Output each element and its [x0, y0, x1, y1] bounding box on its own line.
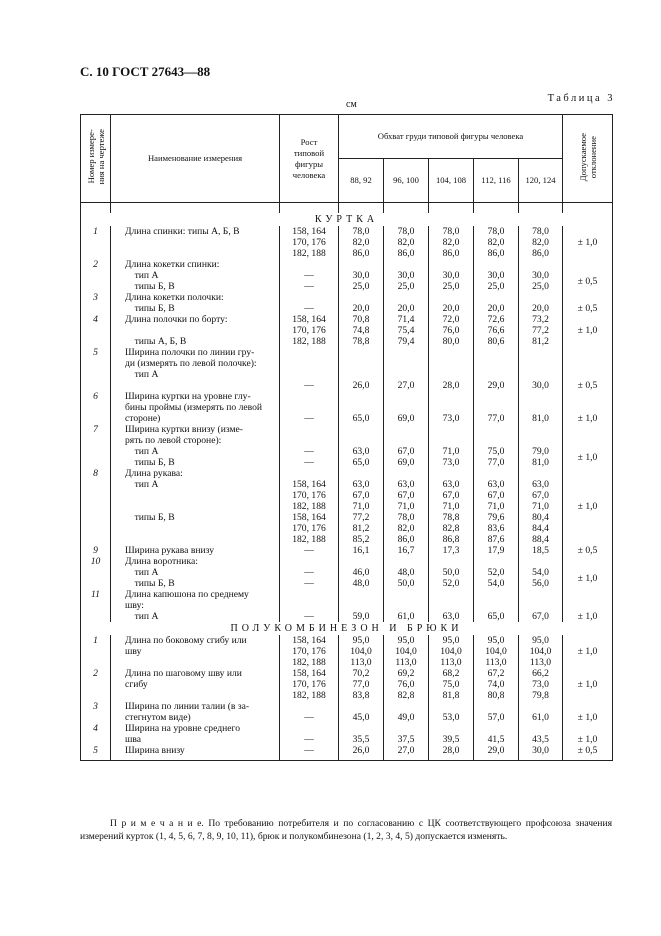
row-value: 78,0 82,0 86,0 — [339, 226, 384, 259]
row-value: 67,2 74,0 80,8 — [474, 668, 519, 701]
row-height: — — [280, 745, 339, 756]
row-value: 95,0 104,0 113,0 — [339, 635, 384, 668]
row-value: 63,0 67,0 71,0 78,8 82,8 86,8 — [429, 468, 474, 545]
table-row — [81, 545, 613, 556]
row-value: 78,0 82,0 86,0 — [429, 226, 474, 259]
row-value: 27,0 — [384, 745, 429, 756]
row-value: 26,0 — [339, 347, 384, 391]
row-value: 43,5 — [519, 723, 563, 745]
table-row — [81, 347, 613, 391]
table-body — [81, 203, 613, 761]
row-number: 8 — [81, 468, 111, 545]
table-row — [81, 556, 613, 589]
row-height: 158, 164 170, 176 182, 188 — [280, 635, 339, 668]
row-value: 18,5 — [519, 545, 563, 556]
row-value: 53,0 — [429, 701, 474, 723]
header-chest-col: 104, 108 — [429, 159, 474, 203]
table-row — [81, 468, 613, 545]
row-number: 5 — [81, 745, 111, 756]
row-height: 158, 164 170, 176 182, 188 — [280, 668, 339, 701]
section-title: ПОЛУКОМБИНЕЗОН И БРЮКИ — [81, 622, 613, 635]
row-height: — — [280, 701, 339, 723]
header-chest: Обхват груди типовой фигуры человека — [339, 115, 563, 159]
header-chest-col: 112, 116 — [474, 159, 519, 203]
row-value: 46,0 48,0 — [339, 556, 384, 589]
row-tolerance: ± 1,0 — [563, 468, 613, 545]
measurements-table — [80, 114, 613, 761]
row-tolerance: ± 1,0 — [563, 391, 613, 424]
row-value: 30,0 25,0 — [429, 259, 474, 292]
table-row — [81, 259, 613, 292]
row-value: 78,0 82,0 86,0 — [474, 226, 519, 259]
row-name: Ширина полочки по линии гру- ди (измерять по левой полочке): тип А — [111, 347, 280, 391]
row-value: 20,0 — [474, 292, 519, 314]
row-height: — — — [280, 424, 339, 468]
table-row — [81, 391, 613, 424]
header-chest-col: 120, 124 — [519, 159, 563, 203]
section-row — [81, 622, 613, 635]
row-height: — — — [280, 556, 339, 589]
page-header: С. 10 ГОСТ 27643—88 — [80, 64, 211, 79]
header-chest-col: 88, 92 — [339, 159, 384, 203]
table-row — [81, 424, 613, 468]
row-value: 73,0 — [429, 391, 474, 424]
row-value: 20,0 — [339, 292, 384, 314]
row-name: Длина воротника: тип А типы Б, В — [111, 556, 280, 589]
row-value: 20,0 — [519, 292, 563, 314]
row-value: 95,0 104,0 113,0 — [474, 635, 519, 668]
row-tolerance: ± 1,0 — [563, 314, 613, 347]
row-name: Ширина по линии талии (в за- стегнутом виде) — [111, 701, 280, 723]
row-number: 10 — [81, 556, 111, 589]
row-value: 78,0 82,0 86,0 — [384, 226, 429, 259]
row-value: 95,0 104,0 113,0 — [519, 635, 563, 668]
header-tolerance: Допускаемое отклонение — [563, 115, 613, 203]
table-row — [81, 701, 613, 723]
row-value: 73,2 77,2 81,2 — [519, 314, 563, 347]
row-tolerance: ± 0,5 — [563, 292, 613, 314]
row-value: 20,0 — [429, 292, 474, 314]
row-value: 29,0 — [474, 347, 519, 391]
header-chest-col: 96, 100 — [384, 159, 429, 203]
row-name: Длина капюшона по среднему шву: тип А — [111, 589, 280, 622]
row-name: Ширина куртки на уровне глу- бины проймы (измерять по левой стороне) — [111, 391, 280, 424]
row-tolerance: ± 0,5 — [563, 545, 613, 556]
table-row — [81, 292, 613, 314]
row-value: 68,2 75,0 81,8 — [429, 668, 474, 701]
row-number: 9 — [81, 545, 111, 556]
row-value: 35,5 — [339, 723, 384, 745]
row-name: Ширина на уровне среднего шва — [111, 723, 280, 745]
table-row — [81, 668, 613, 701]
row-tolerance: ± 1,0 — [563, 723, 613, 745]
row-value: 16,7 — [384, 545, 429, 556]
table-caption: Таблица 3 — [547, 93, 615, 104]
row-name: Длина рукава: тип А типы Б, В — [111, 468, 280, 545]
table-row — [81, 589, 613, 622]
row-number: 4 — [81, 723, 111, 745]
row-number: 7 — [81, 424, 111, 468]
row-tolerance: ± 0,5 — [563, 259, 613, 292]
header-height: Рост типовой фигуры человека — [280, 115, 339, 203]
row-number: 2 — [81, 668, 111, 701]
row-tolerance: ± 1,0 — [563, 635, 613, 668]
row-value: 41,5 — [474, 723, 519, 745]
row-value: 49,0 — [384, 701, 429, 723]
row-value: 63,0 — [429, 589, 474, 622]
row-number: 3 — [81, 701, 111, 723]
row-height: — — — [280, 259, 339, 292]
header-name: Наименование измерения — [111, 115, 280, 203]
row-value: 29,0 — [474, 745, 519, 756]
row-tolerance: ± 1,0 — [563, 668, 613, 701]
row-value: 30,0 — [519, 745, 563, 756]
row-value: 63,0 67,0 71,0 80,4 84,4 88,4 — [519, 468, 563, 545]
row-value: 78,0 82,0 86,0 — [519, 226, 563, 259]
row-value: 65,0 — [339, 391, 384, 424]
row-value: 16,1 — [339, 545, 384, 556]
table-row — [81, 723, 613, 745]
row-number: 2 — [81, 259, 111, 292]
row-value: 17,9 — [474, 545, 519, 556]
table-row — [81, 314, 613, 347]
row-value: 30,0 25,0 — [474, 259, 519, 292]
row-value: 70,2 77,0 83,8 — [339, 668, 384, 701]
row-number: 6 — [81, 391, 111, 424]
row-value: 71,4 75,4 79,4 — [384, 314, 429, 347]
row-number: 3 — [81, 292, 111, 314]
row-tolerance: ± 1,0 — [563, 556, 613, 589]
section-row — [81, 213, 613, 226]
row-value: 79,0 81,0 — [519, 424, 563, 468]
row-value: 57,0 — [474, 701, 519, 723]
row-value: 95,0 104,0 113,0 — [384, 635, 429, 668]
unit-label: см — [346, 99, 357, 110]
row-value: 81,0 — [519, 391, 563, 424]
row-value: 77,0 — [474, 391, 519, 424]
row-value: 30,0 25,0 — [384, 259, 429, 292]
row-name: Длина кокетки полочки: типы Б, В — [111, 292, 280, 314]
row-value: 95,0 104,0 113,0 — [429, 635, 474, 668]
row-name: Длина по боковому сгибу или шву — [111, 635, 280, 668]
section-title: КУРТКА — [81, 213, 613, 226]
row-number: 4 — [81, 314, 111, 347]
row-value: 63,0 65,0 — [339, 424, 384, 468]
row-number: 5 — [81, 347, 111, 391]
row-value: 45,0 — [339, 701, 384, 723]
row-value: 26,0 — [339, 745, 384, 756]
row-value: 30,0 25,0 — [519, 259, 563, 292]
row-value: 30,0 25,0 — [339, 259, 384, 292]
row-value: 27,0 — [384, 347, 429, 391]
row-height: 158, 164 170, 176 182, 188 — [280, 226, 339, 259]
row-tolerance: ± 1,0 — [563, 589, 613, 622]
row-tolerance: ± 0,5 — [563, 745, 613, 756]
row-value: 69,0 — [384, 391, 429, 424]
row-height: 158, 164 170, 176 182, 188 158, 164 170, 176 182, 188 — [280, 468, 339, 545]
row-value: 30,0 — [519, 347, 563, 391]
row-number: 1 — [81, 635, 111, 668]
row-value: 71,0 73,0 — [429, 424, 474, 468]
row-value: 67,0 — [519, 589, 563, 622]
row-tolerance: ± 0,5 — [563, 347, 613, 391]
row-value: 70,8 74,8 78,8 — [339, 314, 384, 347]
row-value: 54,0 56,0 — [519, 556, 563, 589]
row-number: 1 — [81, 226, 111, 259]
row-number: 11 — [81, 589, 111, 622]
row-value: 72,0 76,0 80,0 — [429, 314, 474, 347]
row-name: Ширина рукава внизу — [111, 545, 280, 556]
row-value: 37,5 — [384, 723, 429, 745]
row-value: 75,0 77,0 — [474, 424, 519, 468]
row-value: 63,0 67,0 71,0 77,2 81,2 85,2 — [339, 468, 384, 545]
row-name: Длина кокетки спинки: тип А типы Б, В — [111, 259, 280, 292]
row-height: — — [280, 347, 339, 391]
row-name: Ширина внизу — [111, 745, 280, 756]
row-tolerance: ± 1,0 — [563, 701, 613, 723]
row-value: 66,2 73,0 79,8 — [519, 668, 563, 701]
row-value: 69,2 76,0 82,8 — [384, 668, 429, 701]
row-height: — — [280, 545, 339, 556]
row-value: 50,0 52,0 — [429, 556, 474, 589]
row-value: 67,0 69,0 — [384, 424, 429, 468]
row-name: Длина по шаговому шву или сгибу — [111, 668, 280, 701]
row-height: 158, 164 170, 176 182, 188 — [280, 314, 339, 347]
row-value: 59,0 — [339, 589, 384, 622]
row-name: Длина спинки: типы А, Б, В — [111, 226, 280, 259]
row-height: — — [280, 589, 339, 622]
row-name: Длина полочки по борту: типы А, Б, В — [111, 314, 280, 347]
table-row — [81, 745, 613, 756]
row-value: 28,0 — [429, 745, 474, 756]
row-value: 65,0 — [474, 589, 519, 622]
row-value: 61,0 — [384, 589, 429, 622]
row-value: 72,6 76,6 80,6 — [474, 314, 519, 347]
row-name: Ширина куртки внизу (изме- рять по левой стороне): тип А типы Б, В — [111, 424, 280, 468]
row-height: — — [280, 723, 339, 745]
table-note: П р и м е ч а н и е. По требованию потребителя и по согласованию с ЦК соответствующего профсоюза значения измерений курток (1, 4, 5, 6, 7, 8, 9, 10, 11), брюк и полукомбинезона (1, 2, 3, 4, 5) допускается изменять. — [80, 818, 612, 842]
row-height: — — [280, 391, 339, 424]
table-row — [81, 226, 613, 259]
row-value: 20,0 — [384, 292, 429, 314]
row-tolerance: ± 1,0 — [563, 226, 613, 259]
row-value: 63,0 67,0 71,0 79,6 83,6 87,6 — [474, 468, 519, 545]
row-tolerance: ± 1,0 — [563, 424, 613, 468]
row-value: 48,0 50,0 — [384, 556, 429, 589]
row-value: 17,3 — [429, 545, 474, 556]
table-row — [81, 635, 613, 668]
row-value: 61,0 — [519, 701, 563, 723]
row-height: — — [280, 292, 339, 314]
row-value: 28,0 — [429, 347, 474, 391]
row-value: 52,0 54,0 — [474, 556, 519, 589]
row-value: 39,5 — [429, 723, 474, 745]
row-value: 63,0 67,0 71,0 78,0 82,0 86,0 — [384, 468, 429, 545]
header-number: Номер измере- ния на чертеже — [81, 115, 111, 203]
